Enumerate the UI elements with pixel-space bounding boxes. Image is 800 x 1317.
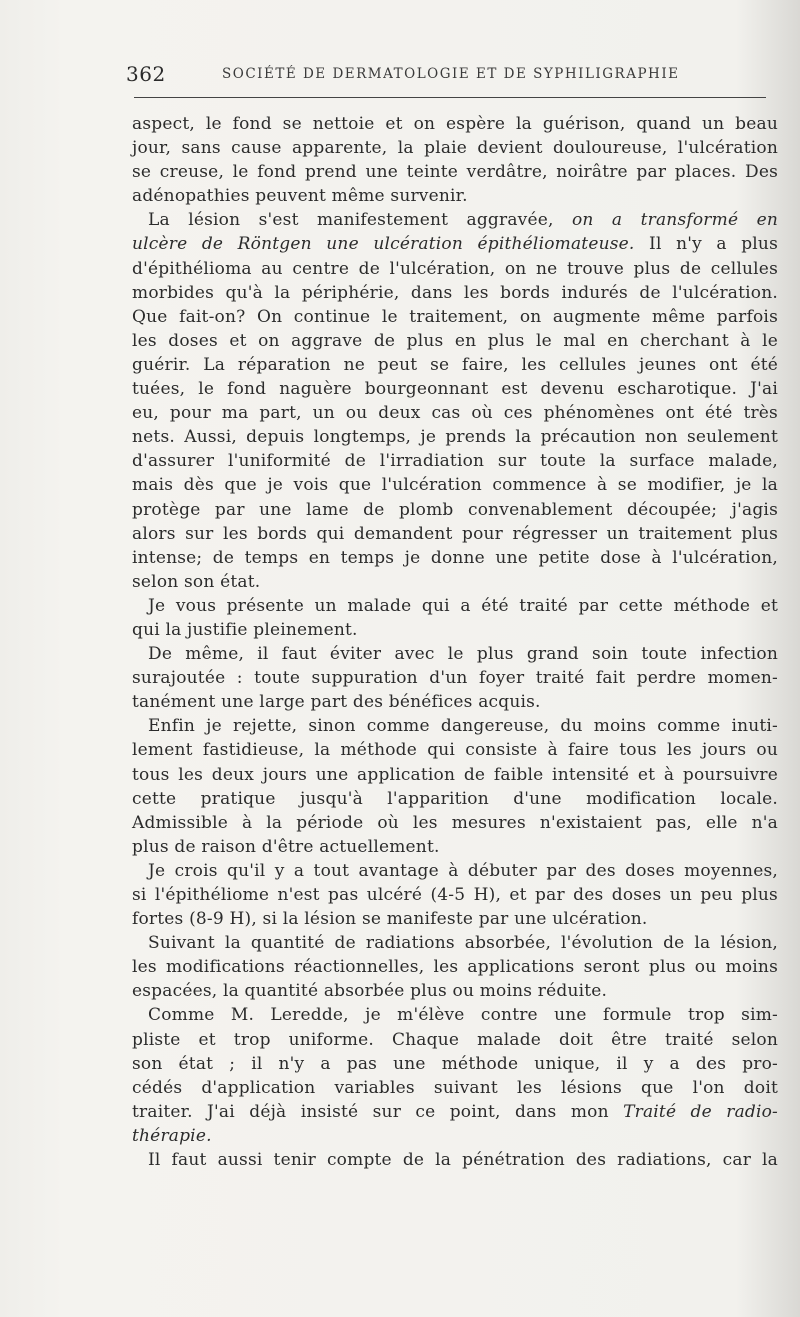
text-line: tuées, le fond naguère bourgeonnant est devenu escharotique. J'ai: [132, 379, 778, 400]
text-line: lement fastidieuse, la méthode qui consiste à faire tous les jours ou: [132, 740, 778, 761]
text-line: nets. Aussi, depuis longtemps, je prends la précaution non seulement: [132, 427, 778, 448]
text-line: plus de raison d'être actuellement.: [132, 836, 440, 857]
body-text: [132, 112, 778, 1172]
text-line: tous les deux jours une application de faible intensité et à poursuivre: [132, 764, 778, 785]
page-number: 362: [126, 62, 166, 86]
page-header: [126, 58, 770, 88]
paragraph: [132, 642, 778, 714]
paragraph: [132, 1148, 778, 1172]
text-line: traiter. J'ai déjà insisté sur ce point, dans mon Traité de radio-: [132, 1101, 778, 1122]
text-line: alors sur les bords qui demandent pour régresser un traitement plus: [132, 523, 778, 544]
text-line: mais dès que je vois que l'ulcération commence à se modifier, je la: [132, 475, 778, 496]
text-line: selon son état.: [132, 571, 261, 592]
text-line: si l'épithéliome n'est pas ulcéré (4-5 H), et par des doses un peu plus: [132, 885, 778, 905]
header-rule: [134, 97, 766, 98]
text-line: thérapie.: [132, 1125, 212, 1146]
text-line: ulcère de Röntgen une ulcération épithéliomateuse. Il n'y a plus: [132, 234, 779, 255]
text-line: La lésion s'est manifestement aggravée, on a transformé en: [148, 210, 778, 231]
text-line: Admissible à la période où les mesures n'existaient pas, elle n'a: [132, 812, 778, 833]
text-line: Que fait-on? On continue le traitement, on augmente même parfois: [132, 306, 778, 327]
text-line: protège par une lame de plomb convenablement découpée; j'agis: [132, 499, 778, 520]
text-line: morbides qu'à la périphérie, dans les bords indurés de l'ulcération.: [132, 282, 778, 303]
text-line: adénopathies peuvent même survenir.: [132, 186, 468, 207]
text-line: surajoutée : toute suppuration d'un foyer traité fait perdre momen-: [132, 668, 778, 689]
paragraph: [132, 1003, 778, 1148]
paragraph: [132, 714, 778, 859]
text-line: tanément une large part des bénéfices acquis.: [132, 692, 541, 713]
text-line: De même, il faut éviter avec le plus grand soin toute infection: [148, 644, 778, 665]
text-line: d'assurer l'uniformité de l'irradiation sur toute la surface malade,: [132, 451, 778, 472]
text-line: Je crois qu'il y a tout avantage à débuter par des doses moyennes,: [148, 860, 778, 881]
text-line: guérir. La réparation ne peut se faire, les cellules jeunes ont été: [132, 354, 778, 375]
text-line: Enfin je rejette, sinon comme dangereuse, du moins comme inuti-: [148, 716, 778, 737]
text-line: qui la justifie pleinement.: [132, 619, 358, 640]
text-line: aspect, le fond se nettoie et on espère la guérison, quand un beau: [132, 114, 778, 134]
paragraph: [132, 931, 778, 1003]
text-line: jour, sans cause apparente, la plaie devient douloureuse, l'ulcération: [132, 138, 778, 159]
text-line: se creuse, le fond prend une teinte verdâtre, noirâtre par places. Des: [132, 162, 778, 183]
text-line: Je vous présente un malade qui a été traité par cette méthode et: [148, 595, 778, 616]
running-head: SOCIÉTÉ DE DERMATOLOGIE ET DE SYPHILIGRAPHIE: [222, 66, 680, 82]
text-line: cédés d'application variables suivant les lésions que l'on doit: [132, 1077, 778, 1098]
paragraph: [132, 859, 778, 931]
paragraph: [132, 594, 778, 642]
text-line: Il faut aussi tenir compte de la pénétration des radiations, car la: [148, 1150, 778, 1171]
paragraph: [132, 208, 778, 594]
text-line: fortes (8-9 H), si la lésion se manifeste par une ulcération.: [132, 909, 648, 930]
text-line: les doses et on aggrave de plus en plus le mal en cherchant à le: [132, 330, 778, 351]
text-line: intense; de temps en temps je donne une petite dose à l'ulcération,: [132, 547, 778, 568]
text-line: les modifications réactionnelles, les applications seront plus ou moins: [132, 957, 778, 978]
text-line: pliste et trop uniforme. Chaque malade doit être traité selon: [132, 1029, 778, 1050]
text-line: Suivant la quantité de radiations absorbée, l'évolution de la lésion,: [148, 933, 778, 954]
text-line: Comme M. Leredde, je m'élève contre une formule trop sim-: [148, 1005, 778, 1026]
text-line: son état ; il n'y a pas une méthode unique, il y a des pro-: [132, 1053, 778, 1074]
paragraph: [132, 112, 778, 208]
text-line: d'épithélioma au centre de l'ulcération, on ne trouve plus de cellules: [132, 258, 778, 279]
text-line: espacées, la quantité absorbée plus ou moins réduite.: [132, 981, 608, 1002]
text-line: cette pratique jusqu'à l'apparition d'une modification locale.: [132, 788, 778, 809]
text-line: eu, pour ma part, un ou deux cas où ces phénomènes ont été très: [132, 403, 778, 424]
